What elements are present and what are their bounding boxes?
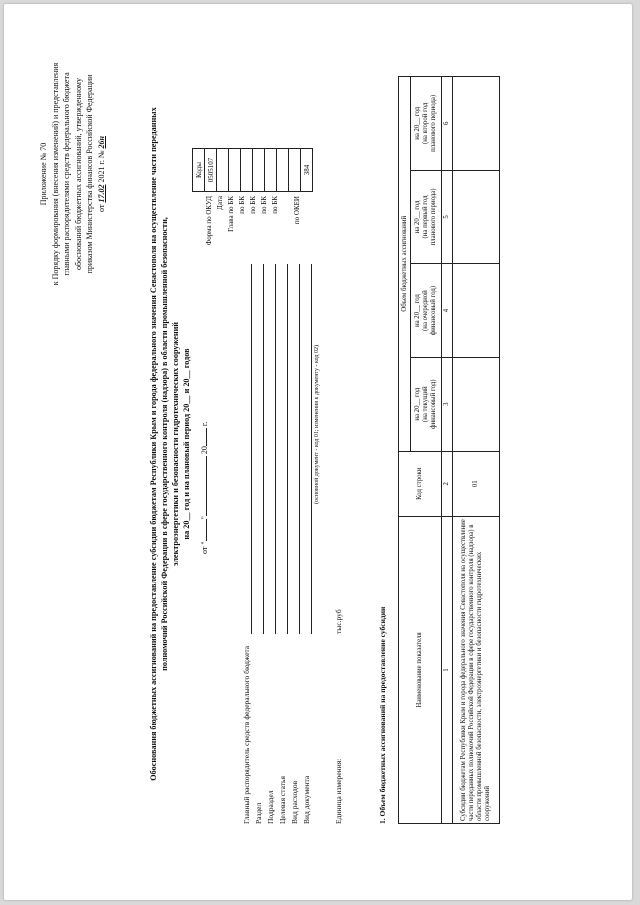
unit-value: тыс.руб xyxy=(334,609,343,634)
row-1-code: 01 xyxy=(453,451,500,516)
code-date[interactable] xyxy=(217,149,229,192)
col-num-6: 6 xyxy=(442,77,453,171)
doc-type-note: (основной документ - код 01; изменения к документу - код 02) xyxy=(314,345,320,504)
field-line-gr[interactable] xyxy=(251,264,252,634)
col-5-header: на 20__ год (на первый год планового периода) xyxy=(411,170,442,264)
code-bk-2[interactable] xyxy=(253,149,265,192)
appendix-line-5: приказом Министерства финансов Российской Федерации xyxy=(85,74,94,274)
code-bk-4[interactable] xyxy=(277,149,289,192)
code-label-bk-1: по БК xyxy=(238,196,246,214)
section-1-title: 1. Объем бюджетных ассигнований на предоставление субсидии xyxy=(378,606,387,824)
document-date-line: от "" 20 г. xyxy=(200,421,209,554)
row-1-value-3[interactable] xyxy=(453,357,500,451)
appendix-line-4: обоснований бюджетных ассигнований, утвержденному xyxy=(73,78,83,270)
row-1-value-4[interactable] xyxy=(453,264,500,358)
main-table xyxy=(398,76,500,824)
field-line-razdel[interactable] xyxy=(263,264,264,634)
col-4-header: на 20__ год (на очередной финансовый год) xyxy=(411,264,442,358)
field-label-gr: Главный распорядитель средств федерального бюджета xyxy=(242,645,251,824)
code-label-bk-2: по БК xyxy=(249,196,257,214)
row-1-value-6[interactable] xyxy=(453,77,500,171)
code-glava[interactable] xyxy=(229,149,241,192)
code-label-bk-3: по БК xyxy=(260,196,268,214)
rotated-content xyxy=(8,4,628,884)
field-line-vd[interactable] xyxy=(311,264,312,634)
title-line-2: полномочий Российской Федерации в сфере государственного контроля (надзора) в области промышленной безопасности, xyxy=(160,217,169,671)
field-label-razdel: Раздел xyxy=(254,802,263,824)
table-row xyxy=(453,77,500,824)
field-label-podrazdel: Подраздел xyxy=(266,790,275,824)
col-code-header: Код строки xyxy=(399,451,442,516)
codes-header: Коды xyxy=(193,149,205,192)
appendix-date-number: 26н xyxy=(96,136,106,149)
unit-label: Единица измерения: xyxy=(334,758,343,824)
field-label-vr: Вид расходов xyxy=(290,780,299,824)
col-num-2: 2 xyxy=(442,451,453,516)
field-line-podrazdel[interactable] xyxy=(275,264,276,634)
col-num-3: 3 xyxy=(442,357,453,451)
document-title xyxy=(148,74,192,814)
code-label-okei: по ОКЕИ xyxy=(293,196,301,225)
code-label-okud: Форма по ОКУД xyxy=(205,196,213,246)
codes-labels xyxy=(204,196,303,264)
title-line-1: Обоснования бюджетных ассигнований на предоставление субсидии бюджетам Республики Крым и города федерального значения Севастополя на осуществление части переданных xyxy=(149,107,158,781)
appendix-line-2: к Порядку формирования (внесения изменений) и представления xyxy=(50,62,60,286)
field-line-vr[interactable] xyxy=(299,264,300,634)
appendix-date: от 17.02 2021 г. № 26н xyxy=(96,136,106,212)
code-bk-1[interactable] xyxy=(241,149,253,192)
codes-table xyxy=(192,148,313,192)
code-okud: 0505107 xyxy=(205,149,217,192)
field-label-vd: Вид документа xyxy=(302,775,311,824)
row-1-value-5[interactable] xyxy=(453,170,500,264)
document-page xyxy=(4,4,632,900)
code-label-date: Дата xyxy=(216,196,224,210)
code-label-bk-4: по БК xyxy=(271,196,279,214)
appendix-number: Приложение № 70 xyxy=(39,142,48,206)
code-blank[interactable] xyxy=(289,149,301,192)
appendix-line-3: главными распорядителями средств федерального бюджета xyxy=(62,72,71,276)
code-label-glava: Глава по БК xyxy=(227,196,235,232)
col-name-header: Наименование показателя xyxy=(399,516,442,823)
appendix-block xyxy=(38,24,107,324)
col-num-1: 1 xyxy=(442,516,453,823)
row-1-name: Субсидии бюджетам Республики Крым и города федерального значения Севастополя на осуществление части переданных полномочий Российской Федерации в сфере государственного контроля (надзора) в области промышленной безопасности, электроэнергетики и безопасности гидротехнических сооружений xyxy=(453,516,500,823)
field-label-cs: Целевая статья xyxy=(278,776,287,824)
appendix-date-day: 17.02 xyxy=(96,184,106,203)
col-6-header: на 20__ год (на второй год планового периода) xyxy=(411,77,442,171)
col-num-4: 4 xyxy=(442,264,453,358)
col-volume-header: Объем бюджетных ассигнований xyxy=(399,77,411,452)
field-line-cs[interactable] xyxy=(287,264,288,634)
title-line-4: на 20__ год и на плановый период 20__ и 20__ годов xyxy=(182,348,191,540)
col-3-header: на 20__ год (на текущий финансовый год) xyxy=(411,357,442,451)
code-label-blank xyxy=(281,196,292,264)
col-num-5: 5 xyxy=(442,170,453,264)
code-bk-3[interactable] xyxy=(265,149,277,192)
title-line-3: электроэнергетики и безопасности гидротехнических сооружений xyxy=(171,321,180,567)
code-okei: 384 xyxy=(301,149,313,192)
